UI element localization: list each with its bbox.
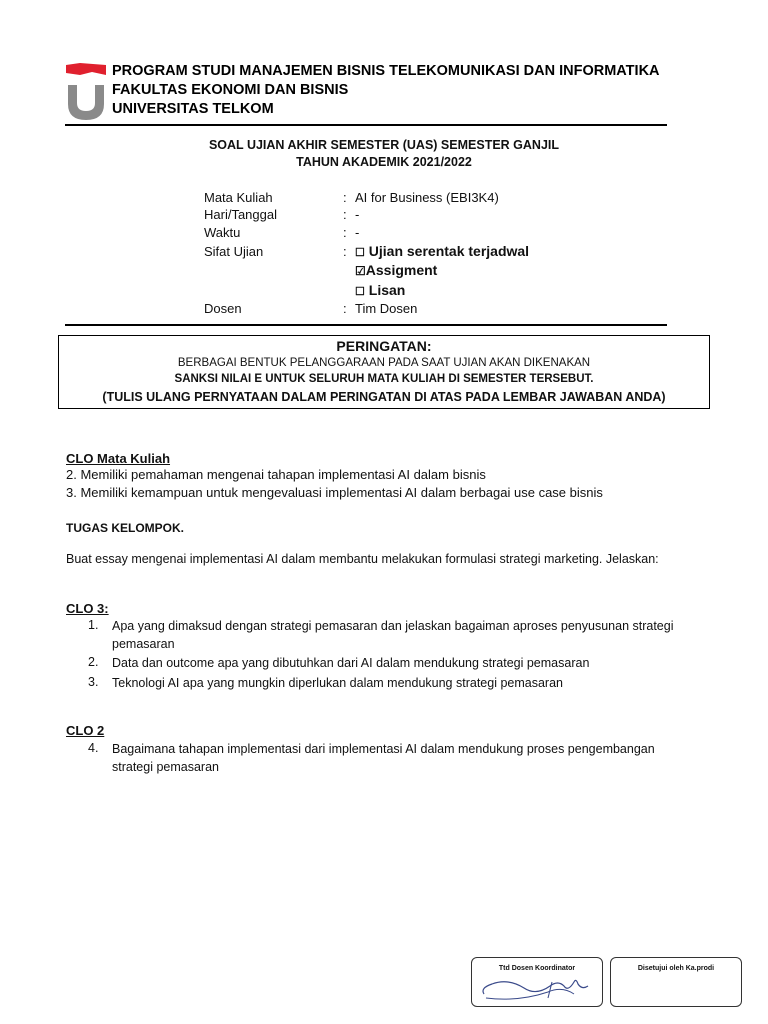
hari-tanggal-value: - (355, 207, 360, 222)
question-text: Teknologi AI apa yang mungkin diperlukan dalam mendukung strategi pemasaran (112, 676, 563, 690)
university-name: UNIVERSITAS TELKOM (112, 101, 274, 117)
warning-line-3: (TULIS ULANG PERNYATAAN DALAM PERINGATAN DI ATAS PADA LEMBAR JAWABAN ANDA) (102, 390, 666, 404)
item-number: 1. (88, 618, 99, 632)
option-lisan (355, 282, 405, 298)
faculty-name: FAKULTAS EKONOMI DAN BISNIS (112, 82, 349, 98)
sifat-ujian-label: Sifat Ujian (204, 244, 264, 259)
coordinator-signature-box (471, 957, 603, 1007)
hari-tanggal-label: Hari/Tanggal (204, 207, 277, 222)
clo3-heading: CLO 3: (66, 601, 109, 616)
option-assigment (355, 262, 437, 278)
kaprodi-approval-box (610, 957, 742, 1007)
option-ujian-serentak (355, 243, 529, 259)
task-heading: TUGAS KELOMPOK. (66, 521, 185, 535)
item-number: 2. (88, 655, 99, 669)
question-text: Data dan outcome apa yang dibutuhkan dari AI dalam mendukung strategi pemasaran (112, 656, 590, 670)
item-number: 3. (88, 675, 99, 689)
program-name: PROGRAM STUDI MANAJEMEN BISNIS TELEKOMUNIKASI DAN INFORMATIKA (112, 63, 660, 79)
colon: : (343, 301, 347, 316)
coordinator-label: Ttd Dosen Koordinator (498, 965, 576, 972)
clo-item: 2. Memiliki pemahaman mengenai tahapan implementasi AI dalam bisnis (66, 467, 486, 482)
checkbox-empty-icon: ☐ (355, 286, 365, 298)
clo-item: 3. Memiliki kemampuan untuk mengevaluasi implementasi AI dalam berbagai use case bisnis (66, 485, 603, 500)
dosen-value: Tim Dosen (355, 301, 418, 316)
mata-kuliah-label: Mata Kuliah (204, 190, 273, 205)
info-divider (65, 324, 667, 326)
header-divider (65, 124, 667, 126)
colon: : (343, 190, 347, 205)
mata-kuliah-value: AI for Business (EBI3K4) (355, 190, 499, 205)
signature-scribble-icon (478, 972, 598, 1004)
colon: : (343, 207, 347, 222)
question-text: Apa yang dimaksud dengan strategi pemasaran dan jelaskan bagaiman aproses penyusunan strategi pemasaran (112, 619, 674, 651)
kaprodi-label: Disetujui oleh Ka.prodi (637, 965, 715, 972)
academic-year: TAHUN AKADEMIK 2021/2022 (296, 155, 472, 169)
option-label: Ujian serentak terjadwal (368, 243, 530, 259)
exam-title: SOAL UJIAN AKHIR SEMESTER (UAS) SEMESTER GANJIL (208, 138, 560, 152)
option-label: Lisan (368, 282, 406, 298)
colon: : (343, 244, 347, 259)
dosen-label: Dosen (204, 301, 242, 316)
clo-mata-kuliah-heading: CLO Mata Kuliah (66, 451, 171, 466)
waktu-label: Waktu (204, 225, 241, 240)
clo2-heading: CLO 2 (66, 723, 105, 738)
question-text: Bagaimana tahapan implementasi dari implementasi AI dalam mendukung proses pengembangan strategi pemasaran (112, 742, 655, 774)
task-intro: Buat essay mengenai implementasi AI dalam membantu melakukan formulasi strategi marketing. Jelaskan: (66, 552, 659, 566)
item-number: 4. (88, 741, 99, 755)
warning-line-1: BERBAGAI BENTUK PELANGGARAAN PADA SAAT UJIAN AKAN DIKENAKAN (177, 357, 591, 369)
warning-line-2: SANKSI NILAI E UNTUK SELURUH MATA KULIAH DI SEMESTER TERSEBUT. (174, 373, 594, 385)
checkbox-checked-icon: ☑ (355, 264, 366, 278)
colon: : (343, 225, 347, 240)
waktu-value: - (355, 225, 360, 240)
option-label: Assigment (365, 262, 438, 278)
warning-title: PERINGATAN: (336, 338, 432, 354)
telkom-university-logo (66, 63, 106, 121)
checkbox-empty-icon: ☐ (355, 247, 365, 259)
